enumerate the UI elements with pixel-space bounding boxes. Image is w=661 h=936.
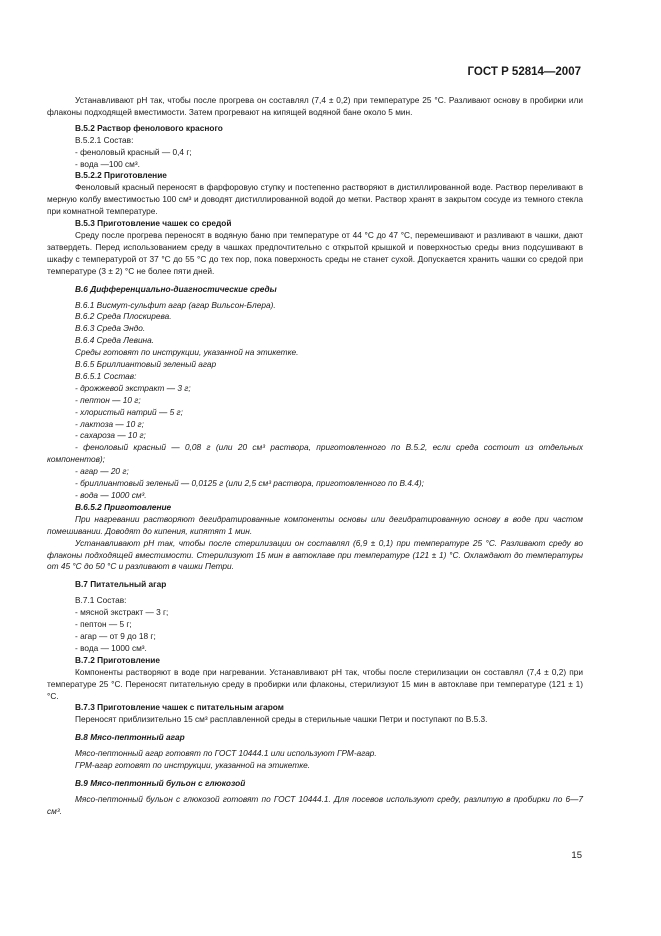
section-heading: В.5.2 Раствор фенолового красного bbox=[75, 122, 223, 133]
section-heading: В.8 Мясо-пептонный агар bbox=[75, 732, 185, 743]
standard-header: ГОСТ Р 52814—2007 bbox=[467, 66, 581, 78]
paragraph: При нагревании растворяют дегидратированные компоненты основы или дегидратированную основу в воде при частом помешивании. Доводят до кипения, кипятят 1 мин. bbox=[47, 513, 583, 536]
list-item: - агар — от 9 до 18 г; bbox=[75, 630, 156, 641]
list-item: - дрожжевой экстракт — 3 г; bbox=[75, 382, 191, 393]
section-heading: В.6.5.2 Приготовление bbox=[75, 501, 172, 512]
subsection: В.6.5 Бриллиантовый зеленый агар bbox=[75, 359, 217, 370]
section-heading: В.7.3 Приготовление чашек с питательным агаром bbox=[75, 702, 284, 713]
list-item: - пептон — 10 г; bbox=[75, 394, 141, 405]
paragraph: Мясо-пептонный бульон с глюкозой готовят по ГОСТ 10444.1. Для посевов используют среду, разлитую в пробирки по 6—7 см³. bbox=[47, 793, 583, 816]
list-item: - феноловый красный — 0,4 г; bbox=[75, 146, 192, 157]
list-item: - сахароза — 10 г; bbox=[75, 430, 146, 441]
list-item: - феноловый красный — 0,08 г (или 20 см³ раствора, приготовленного по В.5.2, если среда состоит из отдельных компонентов); bbox=[47, 442, 583, 465]
list-item: - вода — 1000 см³. bbox=[75, 642, 147, 653]
paragraph: Устанавливают pH так, чтобы после прогрева он составлял (7,4 ± 0,2) при температуре 25 °С. Разливают основу в пробирки или флаконы подходящей вместимости. Затем прогревают на кипящей водяной бане около 5 мин. bbox=[47, 95, 583, 117]
document-body bbox=[47, 95, 583, 818]
section-heading: В.7 Питательный агар bbox=[75, 579, 167, 590]
list-item: - лактоза — 10 г; bbox=[75, 418, 144, 429]
page-number: 15 bbox=[571, 850, 582, 861]
list-item: - пептон — 5 г; bbox=[75, 619, 132, 630]
subsection: В.6.3 Среда Эндо. bbox=[75, 323, 146, 334]
paragraph: Феноловый красный переносят в фарфоровую ступку и постепенно растворяют в дистиллированной воде. Раствор переливают в мерную колбу вместимостью 100 см³ и доводят дистиллированной водой до метки. Раствор хранят в закрытом сосуде из темного стекла при комнатной температуре. bbox=[47, 182, 583, 217]
list-item: - бриллиантовый зеленый — 0,0125 г (или 2,5 см³ раствора, приготовленного по В.4.4); bbox=[75, 478, 424, 489]
paragraph: Компоненты растворяют в воде при нагревании. Устанавливают pH так, чтобы после стерилизации он составлял (7,4 ± 0,2) при температуре 25 °С. Переносят питательную среду в пробирки или флаконы, стерилизуют 15 мин в автоклаве при температуре (121 ± 1) °С. bbox=[47, 666, 583, 701]
section-heading: В.5.2.2 Приготовление bbox=[75, 170, 167, 181]
list-item: - вода — 1000 см³. bbox=[75, 490, 147, 500]
subsection: В.6.2 Среда Плоскирева. bbox=[75, 311, 172, 322]
paragraph: Устанавливают pH так, чтобы после стерилизации он составлял (6,9 ± 0,1) при температуре 25 °С. Разливают среду во флаконы подходящей вместимости. Стерилизуют 15 мин в автоклаве при температуре (121 ± 1) °С. Охлаждают до температуры от 45 °С до 50 °С и разливают в чашки Петри. bbox=[47, 537, 583, 572]
paragraph: Мясо-пептонный агар готовят по ГОСТ 10444.1 или используют ГРМ-агар. bbox=[75, 748, 377, 759]
note: Среды готовят по инструкции, указанной на этикетке. bbox=[75, 347, 299, 358]
section-heading: В.5.3 Приготовление чашек со средой bbox=[75, 218, 232, 229]
section-heading: В.6 Дифференциально-диагностические среды bbox=[75, 283, 277, 294]
subsection: В.6.5.1 Состав: bbox=[75, 370, 137, 381]
subsection: В.5.2.1 Состав: bbox=[75, 134, 134, 145]
section-heading: В.9 Мясо-пептонный бульон с глюкозой bbox=[75, 777, 246, 788]
paragraph: Переносят приблизительно 15 см³ расплавленной среды в стерильные чашки Петри и поступают по В.5.3. bbox=[75, 714, 488, 725]
subsection: В.7.1 Состав: bbox=[75, 595, 127, 606]
list-item: - мясной экстракт — 3 г; bbox=[75, 607, 169, 618]
list-item: - агар — 20 г; bbox=[75, 466, 129, 477]
paragraph: Среду после прогрева переносят в водяную баню при температуре от 44 °С до 47 °С, перемешивают и разливают в чашки, дают затвердеть. Перед использованием среду в чашках предпочтительно с открытой крышкой и поверхностью среды вниз подсушивают в шкафу с температурой от 37 °С до 55 °С до тех пор, пока поверхность среды не станет сухой. Допускается хранить чашки со средой при температуре (3 ± 2) °С не более пяти дней. bbox=[47, 229, 583, 276]
subsection: В.6.1 Висмут-сульфит агар (агар Вильсон-Блера). bbox=[75, 299, 276, 310]
subsection: В.6.4 Среда Левина. bbox=[75, 335, 155, 346]
list-item: - хлористый натрий — 5 г; bbox=[75, 406, 183, 417]
list-item: - вода —100 см³. bbox=[75, 158, 140, 169]
section-heading: В.7.2 Приготовление bbox=[75, 654, 160, 665]
paragraph: ГРМ-агар готовят по инструкции, указанной на этикетке. bbox=[75, 760, 311, 771]
